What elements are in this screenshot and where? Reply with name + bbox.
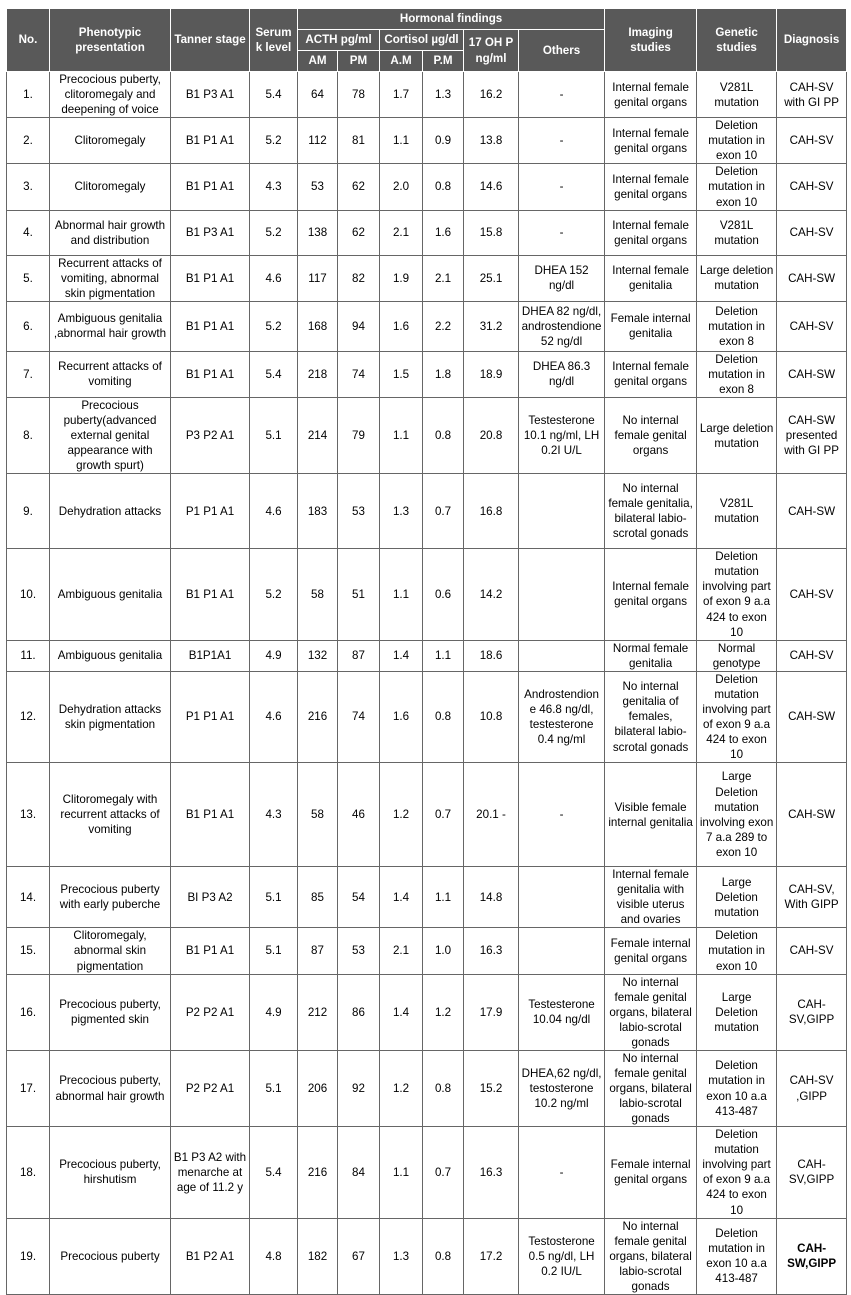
cell-tanner: B1 P3 A1 — [171, 210, 250, 255]
cell-genetic: Large Deletion mutation — [697, 974, 777, 1050]
cell-diagnosis: CAH-SW — [777, 351, 847, 397]
cell-genetic: V281L mutation — [697, 474, 777, 549]
cell-imaging: No internal female genital organs, bilateral labio-scrotal gonads — [605, 1218, 697, 1294]
cell-acth-pm: 78 — [338, 72, 380, 118]
cell-diagnosis: CAH-SV — [777, 210, 847, 255]
cell-ohp: 16.3 — [464, 928, 519, 974]
cell-genetic: Deletion mutation in exon 10 a.a 413-487 — [697, 1218, 777, 1294]
cell-others: - — [519, 210, 605, 255]
cell-ohp: 15.2 — [464, 1050, 519, 1126]
cell-serum: 5.4 — [250, 1127, 298, 1218]
cell-diagnosis: CAH-SV ,GIPP — [777, 1050, 847, 1126]
cell-acth-am: 58 — [298, 763, 338, 867]
cell-genetic: Large deletion mutation — [697, 255, 777, 301]
cell-tanner: P2 P2 A1 — [171, 974, 250, 1050]
cell-serum: 4.9 — [250, 640, 298, 671]
cell-genetic: Deletion mutation in exon 8 — [697, 351, 777, 397]
cell-no: 14. — [7, 867, 50, 928]
cell-no: 15. — [7, 928, 50, 974]
table-header — [7, 9, 847, 72]
cell-acth-pm: 46 — [338, 763, 380, 867]
cell-serum: 5.1 — [250, 928, 298, 974]
cell-imaging: Female internal genital organs — [605, 1127, 697, 1218]
cell-acth-am: 58 — [298, 549, 338, 640]
header-serum: Serum k level — [250, 9, 298, 72]
header-acth-am: AM — [298, 51, 338, 72]
cell-no: 7. — [7, 351, 50, 397]
cell-tanner: B1 P3 A2 with menarche at age of 11.2 y — [171, 1127, 250, 1218]
cell-genetic: Deletion mutation involving part of exon 9 a.a 424 to exon 10 — [697, 1127, 777, 1218]
cell-others — [519, 928, 605, 974]
cell-acth-am: 214 — [298, 397, 338, 473]
cell-serum: 5.2 — [250, 118, 298, 164]
header-17ohp: 17 OH P ng/ml — [464, 30, 519, 72]
cell-genetic: Deletion mutation in exon 10 a.a 413-487 — [697, 1050, 777, 1126]
cell-cort-am: 1.5 — [380, 351, 423, 397]
header-acth: ACTH pg/ml — [298, 30, 380, 51]
table-row — [7, 255, 847, 301]
cell-ohp: 20.1 - — [464, 763, 519, 867]
cell-tanner: B1 P1 A1 — [171, 763, 250, 867]
cell-diagnosis: CAH-SW — [777, 255, 847, 301]
cell-acth-am: 212 — [298, 974, 338, 1050]
cell-acth-am: 218 — [298, 351, 338, 397]
cell-acth-pm: 87 — [338, 640, 380, 671]
cell-cort-am: 1.4 — [380, 974, 423, 1050]
cell-diagnosis: CAH-SW — [777, 671, 847, 762]
cell-others: Testesterone 10.04 ng/dl — [519, 974, 605, 1050]
cell-serum: 5.2 — [250, 210, 298, 255]
cell-presentation: Precocious puberty with early puberche — [50, 867, 171, 928]
cell-ohp: 17.9 — [464, 974, 519, 1050]
cell-others: Testosterone 0.5 ng/dl, LH 0.2 IU/L — [519, 1218, 605, 1294]
cell-others — [519, 474, 605, 549]
cell-cort-am: 1.3 — [380, 474, 423, 549]
cell-tanner: B1 P1 A1 — [171, 549, 250, 640]
cell-ohp: 18.6 — [464, 640, 519, 671]
cell-others — [519, 867, 605, 928]
cell-acth-am: 206 — [298, 1050, 338, 1126]
cell-others: - — [519, 1127, 605, 1218]
cell-ohp: 14.8 — [464, 867, 519, 928]
cell-acth-pm: 53 — [338, 474, 380, 549]
cell-acth-pm: 82 — [338, 255, 380, 301]
cell-cort-am: 1.6 — [380, 671, 423, 762]
cell-imaging: No internal female genital organs, bilateral labio-scrotal gonads — [605, 974, 697, 1050]
cell-serum: 5.1 — [250, 1050, 298, 1126]
cell-cort-am: 1.6 — [380, 301, 423, 351]
table-row — [7, 397, 847, 473]
cell-acth-am: 132 — [298, 640, 338, 671]
cell-serum: 4.6 — [250, 671, 298, 762]
cell-serum: 4.9 — [250, 974, 298, 1050]
cell-presentation: Recurrent attacks of vomiting, abnormal skin pigmentation — [50, 255, 171, 301]
cell-serum: 5.4 — [250, 72, 298, 118]
cell-ohp: 13.8 — [464, 118, 519, 164]
cell-tanner: P2 P2 A1 — [171, 1050, 250, 1126]
cell-no: 2. — [7, 118, 50, 164]
cell-genetic: V281L mutation — [697, 210, 777, 255]
cell-imaging: Female internal genitalia — [605, 301, 697, 351]
header-cortisol-am: A.M — [380, 51, 423, 72]
cell-acth-pm: 62 — [338, 210, 380, 255]
cell-tanner: B1 P2 A1 — [171, 1218, 250, 1294]
cell-presentation: Precocious puberty — [50, 1218, 171, 1294]
cell-cort-am: 1.3 — [380, 1218, 423, 1294]
cell-tanner: B1 P1 A1 — [171, 255, 250, 301]
table-row — [7, 763, 847, 867]
cell-acth-pm: 54 — [338, 867, 380, 928]
findings-table — [6, 8, 847, 1295]
cell-acth-pm: 62 — [338, 164, 380, 210]
cell-serum: 5.4 — [250, 351, 298, 397]
cell-no: 17. — [7, 1050, 50, 1126]
cell-acth-pm: 84 — [338, 1127, 380, 1218]
cell-cort-pm: 1.1 — [423, 640, 464, 671]
header-others: Others — [519, 30, 605, 72]
cell-genetic: Large Deletion mutation — [697, 867, 777, 928]
cell-ohp: 31.2 — [464, 301, 519, 351]
cell-no: 6. — [7, 301, 50, 351]
cell-genetic: V281L mutation — [697, 72, 777, 118]
cell-imaging: Female internal genital organs — [605, 928, 697, 974]
table-row — [7, 72, 847, 118]
cell-imaging: No internal female genitalia, bilateral labio-scrotal gonads — [605, 474, 697, 549]
cell-imaging: Internal female genitalia — [605, 255, 697, 301]
cell-cort-pm: 0.7 — [423, 474, 464, 549]
cell-acth-am: 138 — [298, 210, 338, 255]
cell-others: - — [519, 72, 605, 118]
cell-serum: 5.1 — [250, 397, 298, 473]
table-row — [7, 1218, 847, 1294]
cell-cort-pm: 1.2 — [423, 974, 464, 1050]
cell-cort-pm: 0.6 — [423, 549, 464, 640]
cell-cort-am: 1.1 — [380, 549, 423, 640]
table-row — [7, 671, 847, 762]
header-acth-pm: PM — [338, 51, 380, 72]
cell-imaging: No internal genitalia of females, bilateral labio-scrotal gonads — [605, 671, 697, 762]
header-tanner: Tanner stage — [171, 9, 250, 72]
cell-genetic: Deletion mutation in exon 10 — [697, 164, 777, 210]
cell-presentation: Ambiguous genitalia — [50, 640, 171, 671]
cell-others — [519, 640, 605, 671]
cell-presentation: Ambiguous genitalia — [50, 549, 171, 640]
cell-tanner: B1 P1 A1 — [171, 164, 250, 210]
header-no: No. — [7, 9, 50, 72]
cell-diagnosis: CAH-SV,GIPP — [777, 1127, 847, 1218]
cell-acth-am: 182 — [298, 1218, 338, 1294]
cell-imaging: Visible female internal genitalia — [605, 763, 697, 867]
cell-no: 1. — [7, 72, 50, 118]
cell-acth-am: 64 — [298, 72, 338, 118]
cell-presentation: Clitoromegaly — [50, 164, 171, 210]
cell-ohp: 14.2 — [464, 549, 519, 640]
cell-serum: 4.3 — [250, 164, 298, 210]
cell-cort-pm: 0.8 — [423, 671, 464, 762]
cell-presentation: Precocious puberty, abnormal hair growth — [50, 1050, 171, 1126]
cell-imaging: Internal female genital organs — [605, 351, 697, 397]
cell-no: 5. — [7, 255, 50, 301]
cell-cort-am: 1.4 — [380, 867, 423, 928]
cell-cort-am: 1.1 — [380, 397, 423, 473]
cell-diagnosis: CAH-SW — [777, 474, 847, 549]
cell-diagnosis: CAH-SV, With GIPP — [777, 867, 847, 928]
table-row — [7, 210, 847, 255]
cell-acth-am: 53 — [298, 164, 338, 210]
cell-others — [519, 549, 605, 640]
cell-genetic: Deletion mutation in exon 10 — [697, 118, 777, 164]
table-row — [7, 474, 847, 549]
cell-serum: 4.6 — [250, 255, 298, 301]
cell-serum: 4.8 — [250, 1218, 298, 1294]
cell-cort-pm: 0.8 — [423, 164, 464, 210]
table-row — [7, 351, 847, 397]
cell-serum: 4.6 — [250, 474, 298, 549]
cell-tanner: B1P1A1 — [171, 640, 250, 671]
cell-ohp: 16.3 — [464, 1127, 519, 1218]
cell-acth-am: 85 — [298, 867, 338, 928]
cell-acth-am: 117 — [298, 255, 338, 301]
cell-no: 18. — [7, 1127, 50, 1218]
cell-ohp: 10.8 — [464, 671, 519, 762]
cell-tanner: B1 P1 A1 — [171, 928, 250, 974]
cell-others: DHEA 152 ng/dl — [519, 255, 605, 301]
cell-genetic: Normal genotype — [697, 640, 777, 671]
cell-cort-pm: 1.3 — [423, 72, 464, 118]
cell-tanner: P3 P2 A1 — [171, 397, 250, 473]
cell-genetic: Large deletion mutation — [697, 397, 777, 473]
cell-cort-am: 1.9 — [380, 255, 423, 301]
cell-cort-pm: 0.7 — [423, 763, 464, 867]
cell-cort-am: 1.1 — [380, 1127, 423, 1218]
cell-imaging: Internal female genital organs — [605, 118, 697, 164]
cell-others: DHEA 86.3 ng/dl — [519, 351, 605, 397]
cell-diagnosis: CAH-SV — [777, 549, 847, 640]
cell-diagnosis: CAH-SV — [777, 164, 847, 210]
cell-presentation: Clitoromegaly, abnormal skin pigmentation — [50, 928, 171, 974]
cell-no: 3. — [7, 164, 50, 210]
cell-diagnosis: CAH-SV with GI PP — [777, 72, 847, 118]
cell-diagnosis: CAH-SV,GIPP — [777, 974, 847, 1050]
cell-no: 4. — [7, 210, 50, 255]
cell-presentation: Dehydration attacks — [50, 474, 171, 549]
header-presentation: Phenotypic presentation — [50, 9, 171, 72]
header-imaging: Imaging studies — [605, 9, 697, 72]
cell-cort-am: 2.1 — [380, 210, 423, 255]
cell-genetic: Deletion mutation in exon 8 — [697, 301, 777, 351]
cell-acth-pm: 53 — [338, 928, 380, 974]
cell-no: 16. — [7, 974, 50, 1050]
table-row — [7, 867, 847, 928]
table-row — [7, 1127, 847, 1218]
cell-ohp: 16.8 — [464, 474, 519, 549]
cell-genetic: Deletion mutation involving part of exon 9 a.a 424 to exon 10 — [697, 549, 777, 640]
cell-tanner: B1 P3 A1 — [171, 72, 250, 118]
cell-imaging: No internal female genital organs, bilateral labio-scrotal gonads — [605, 1050, 697, 1126]
cell-ohp: 25.1 — [464, 255, 519, 301]
cell-presentation: Abnormal hair growth and distribution — [50, 210, 171, 255]
cell-tanner: B1 P1 A1 — [171, 351, 250, 397]
cell-ohp: 16.2 — [464, 72, 519, 118]
cell-acth-am: 87 — [298, 928, 338, 974]
cell-ohp: 15.8 — [464, 210, 519, 255]
header-cortisol: Cortisol µg/dl — [380, 30, 464, 51]
cell-cort-am: 1.7 — [380, 72, 423, 118]
cell-cort-pm: 0.8 — [423, 1050, 464, 1126]
cell-imaging: Internal female genital organs — [605, 164, 697, 210]
cell-genetic: Deletion mutation in exon 10 — [697, 928, 777, 974]
cell-acth-am: 183 — [298, 474, 338, 549]
cell-tanner: B1 P1 A1 — [171, 118, 250, 164]
cell-no: 9. — [7, 474, 50, 549]
cell-genetic: Large Deletion mutation involving exon 7 a.a 289 to exon 10 — [697, 763, 777, 867]
cell-imaging: Internal female genital organs — [605, 72, 697, 118]
cell-others: DHEA,62 ng/dl, testosterone 10.2 ng/ml — [519, 1050, 605, 1126]
cell-cort-pm: 0.8 — [423, 397, 464, 473]
cell-presentation: Recurrent attacks of vomiting — [50, 351, 171, 397]
cell-cort-pm: 2.1 — [423, 255, 464, 301]
cell-acth-pm: 51 — [338, 549, 380, 640]
cell-cort-am: 1.4 — [380, 640, 423, 671]
header-diagnosis: Diagnosis — [777, 9, 847, 72]
table-body — [7, 72, 847, 1295]
cell-imaging: Normal female genitalia — [605, 640, 697, 671]
cell-others: Androstendione 46.8 ng/dl, testesterone 0.4 ng/ml — [519, 671, 605, 762]
cell-presentation: Precocious puberty(advanced external genital appearance with growth spurt) — [50, 397, 171, 473]
cell-ohp: 18.9 — [464, 351, 519, 397]
cell-no: 11. — [7, 640, 50, 671]
cell-diagnosis: CAH-SV — [777, 118, 847, 164]
cell-no: 8. — [7, 397, 50, 473]
cell-ohp: 14.6 — [464, 164, 519, 210]
cell-serum: 5.1 — [250, 867, 298, 928]
cell-serum: 5.2 — [250, 549, 298, 640]
header-cortisol-pm: P.M — [423, 51, 464, 72]
table-row — [7, 118, 847, 164]
cell-tanner: BI P3 A2 — [171, 867, 250, 928]
table-row — [7, 928, 847, 974]
cell-tanner: B1 P1 A1 — [171, 301, 250, 351]
cell-acth-pm: 81 — [338, 118, 380, 164]
cell-genetic: Deletion mutation involving part of exon 9 a.a 424 to exon 10 — [697, 671, 777, 762]
cell-no: 19. — [7, 1218, 50, 1294]
cell-acth-pm: 74 — [338, 351, 380, 397]
cell-ohp: 20.8 — [464, 397, 519, 473]
cell-presentation: Clitoromegaly with recurrent attacks of vomiting — [50, 763, 171, 867]
table-row — [7, 164, 847, 210]
table-row — [7, 974, 847, 1050]
cell-imaging: No internal female genital organs — [605, 397, 697, 473]
cell-imaging: Internal female genitalia with visible uterus and ovaries — [605, 867, 697, 928]
cell-cort-pm: 2.2 — [423, 301, 464, 351]
cell-others: - — [519, 763, 605, 867]
cell-presentation: Ambiguous genitalia ,abnormal hair growth — [50, 301, 171, 351]
table-row — [7, 640, 847, 671]
cell-cort-pm: 1.6 — [423, 210, 464, 255]
cell-acth-pm: 94 — [338, 301, 380, 351]
cell-no: 13. — [7, 763, 50, 867]
cell-others: - — [519, 118, 605, 164]
cell-others: - — [519, 164, 605, 210]
cell-cort-am: 1.1 — [380, 118, 423, 164]
cell-acth-am: 168 — [298, 301, 338, 351]
cell-diagnosis: CAH-SW presented with GI PP — [777, 397, 847, 473]
cell-tanner: P1 P1 A1 — [171, 474, 250, 549]
cell-cort-pm: 1.8 — [423, 351, 464, 397]
cell-diagnosis: CAH-SV — [777, 301, 847, 351]
cell-cort-am: 1.2 — [380, 1050, 423, 1126]
cell-presentation: Dehydration attacks skin pigmentation — [50, 671, 171, 762]
cell-diagnosis: CAH-SV — [777, 928, 847, 974]
cell-cort-pm: 1.1 — [423, 867, 464, 928]
cell-diagnosis: CAH-SV — [777, 640, 847, 671]
cell-presentation: Precocious puberty, pigmented skin — [50, 974, 171, 1050]
cell-cort-pm: 0.7 — [423, 1127, 464, 1218]
cell-serum: 5.2 — [250, 301, 298, 351]
cell-diagnosis: CAH-SW — [777, 763, 847, 867]
cell-cort-pm: 1.0 — [423, 928, 464, 974]
header-hormonal: Hormonal findings — [298, 9, 605, 30]
cell-cort-am: 2.0 — [380, 164, 423, 210]
cell-ohp: 17.2 — [464, 1218, 519, 1294]
cell-acth-am: 112 — [298, 118, 338, 164]
cell-imaging: Internal female genital organs — [605, 549, 697, 640]
cell-serum: 4.3 — [250, 763, 298, 867]
cell-presentation: Clitoromegaly — [50, 118, 171, 164]
cell-cort-pm: 0.8 — [423, 1218, 464, 1294]
cell-acth-pm: 92 — [338, 1050, 380, 1126]
table-row — [7, 1050, 847, 1126]
cell-no: 12. — [7, 671, 50, 762]
header-genetic: Genetic studies — [697, 9, 777, 72]
cell-acth-am: 216 — [298, 1127, 338, 1218]
cell-others: Testesterone 10.1 ng/ml, LH 0.2I U/L — [519, 397, 605, 473]
cell-acth-am: 216 — [298, 671, 338, 762]
cell-cort-am: 1.2 — [380, 763, 423, 867]
cell-presentation: Precocious puberty, clitoromegaly and deepening of voice — [50, 72, 171, 118]
table-row — [7, 301, 847, 351]
cell-acth-pm: 86 — [338, 974, 380, 1050]
cell-others: DHEA 82 ng/dl, androstendione 52 ng/dl — [519, 301, 605, 351]
cell-acth-pm: 79 — [338, 397, 380, 473]
cell-tanner: P1 P1 A1 — [171, 671, 250, 762]
cell-imaging: Internal female genital organs — [605, 210, 697, 255]
cell-cort-pm: 0.9 — [423, 118, 464, 164]
cell-no: 10. — [7, 549, 50, 640]
cell-acth-pm: 67 — [338, 1218, 380, 1294]
cell-presentation: Precocious puberty, hirshutism — [50, 1127, 171, 1218]
table-row — [7, 549, 847, 640]
cell-acth-pm: 74 — [338, 671, 380, 762]
cell-cort-am: 2.1 — [380, 928, 423, 974]
cell-diagnosis: CAH-SW,GIPP — [777, 1218, 847, 1294]
